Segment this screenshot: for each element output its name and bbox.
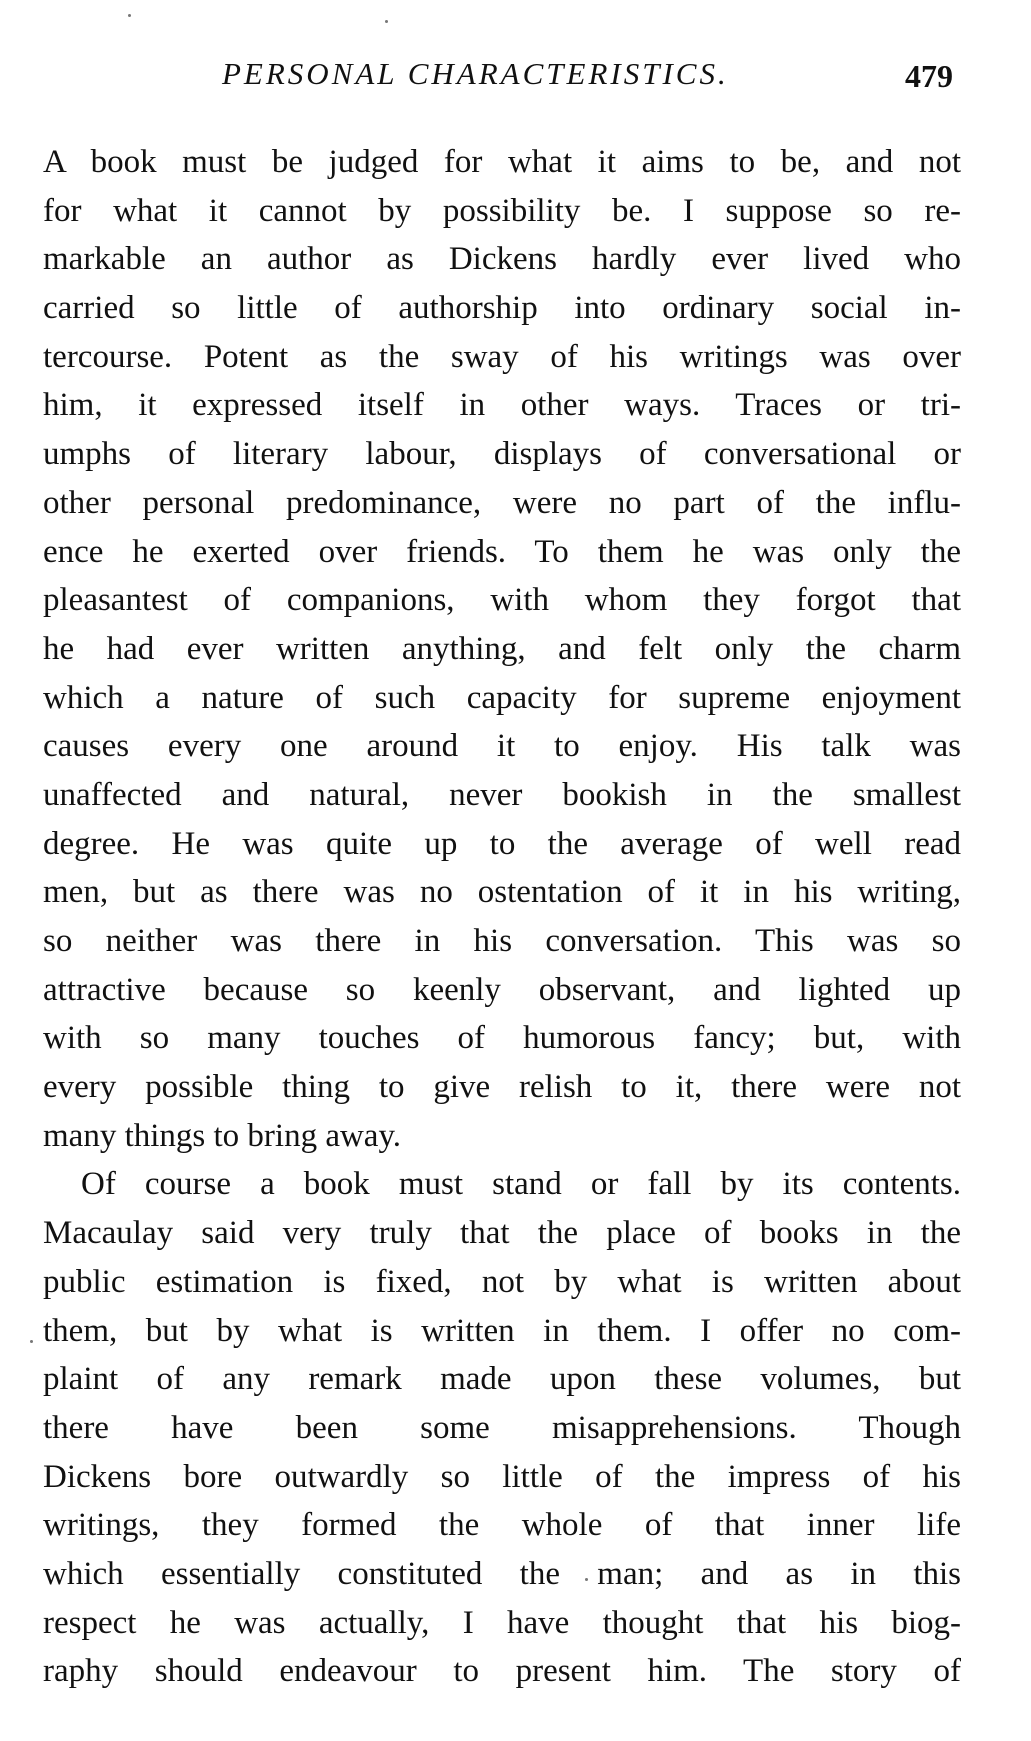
text-line: Of course a book must stand or fall by its contents. xyxy=(81,1166,961,1203)
margin-speck xyxy=(385,20,388,23)
margin-speck xyxy=(30,1340,33,1343)
page-number: 479 xyxy=(905,58,953,94)
text-line: umphs of literary labour, displays of conversational or xyxy=(43,436,961,473)
text-line: other personal predominance, were no part of the influ- xyxy=(43,484,961,521)
text-line: Macaulay said very truly that the place of books in the xyxy=(43,1215,961,1252)
text-line: respect he was actually, I have thought that his biog- xyxy=(43,1604,961,1641)
text-line: every possible thing to give relish to it, there were not xyxy=(43,1069,961,1106)
text-line: he had ever written anything, and felt only the charm xyxy=(43,630,961,667)
text-line: causes every one around it to enjoy. His talk was xyxy=(43,728,961,765)
text-line: plaint of any remark made upon these volumes, but xyxy=(43,1361,961,1398)
text-line: unaffected and natural, never bookish in the smallest xyxy=(43,776,961,813)
text-line: with so many touches of humorous fancy; but, with xyxy=(43,1020,961,1057)
text-line: ence he exerted over friends. To them he was only the xyxy=(43,533,961,570)
text-line: for what it cannot by possibility be. I suppose so re- xyxy=(43,192,961,229)
text-line: A book must be judged for what it aims to be, and not xyxy=(43,144,961,180)
running-head xyxy=(0,52,1031,102)
text-line: pleasantest of companions, with whom they forgot that xyxy=(43,582,961,619)
text-line: so neither was there in his conversation. This was so xyxy=(43,923,961,959)
running-title: PERSONAL CHARACTERISTICS. xyxy=(222,56,729,91)
text-line: writings, they formed the whole of that inner life xyxy=(43,1507,961,1544)
text-line: there have been some misapprehensions. Though xyxy=(43,1409,961,1446)
text-line: Dickens bore outwardly so little of the impress of his xyxy=(43,1458,961,1495)
text-line: tercourse. Potent as the sway of his writings was over xyxy=(43,338,961,375)
text-line: degree. He was quite up to the average of well read xyxy=(43,825,961,862)
text-line: men, but as there was no ostentation of it in his writing, xyxy=(43,874,961,911)
text-line: raphy should endeavour to present him. The story of xyxy=(43,1653,961,1690)
text-line: markable an author as Dickens hardly ever lived who xyxy=(43,241,961,278)
text-line: him, it expressed itself in other ways. Traces or tri- xyxy=(43,387,961,424)
text-line: which a nature of such capacity for supreme enjoyment xyxy=(43,679,961,716)
text-line: carried so little of authorship into ordinary social in- xyxy=(43,290,961,327)
text-line: attractive because so keenly observant, and lighted up xyxy=(43,971,961,1008)
text-line: them, but by what is written in them. I offer no com- xyxy=(43,1312,961,1349)
margin-speck xyxy=(128,14,131,17)
text-line: many things to bring away. xyxy=(43,1117,402,1154)
text-line: which essentially constituted the man; and as in this xyxy=(43,1555,961,1592)
body-text xyxy=(43,138,961,1696)
text-line: public estimation is fixed, not by what is written about xyxy=(43,1263,961,1300)
